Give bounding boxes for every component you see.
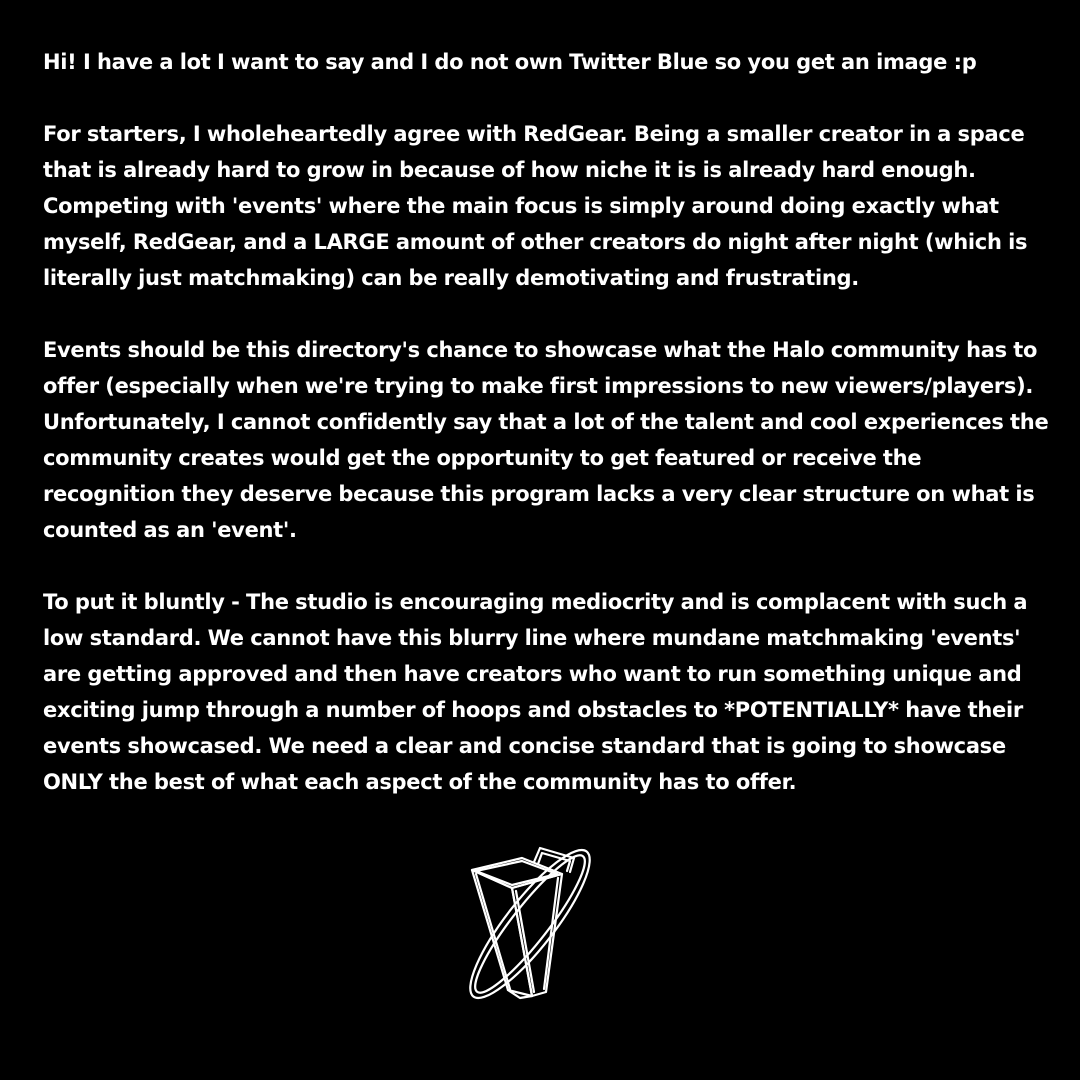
greeting-paragraph: Hi! I have a lot I want to say and I do not own Twitter Blue so you get an image :p bbox=[43, 50, 977, 74]
standard-paragraph: To put it bluntly - The studio is encouraging mediocrity and is complacent with such a low standard. We cannot have this blurry line where mundane matchmaking 'events' are getting approved and then have creators who want to run something unique and exciting jump through a number of hoops and obstacles to *POTENTIALLY* have their events showcased. We need a clear and concise standard that is going to showcase ONLY the best of what each aspect of the community has to offer. bbox=[43, 590, 1028, 794]
agreement-paragraph: For starters, I wholeheartedly agree with RedGear. Being a smaller creator in a space that is already hard to grow in because of how niche it is is already hard enough. Competing with 'events' where the main focus is simply around doing exactly what myself, RedGear, and a LARGE amount of other creators do night after night (which is literally just matchmaking) can be really demotivating and frustrating. bbox=[43, 122, 1028, 290]
takeout-box-logo-icon bbox=[446, 844, 614, 1004]
message-body bbox=[43, 44, 1055, 836]
events-paragraph: Events should be this directory's chance to showcase what the Halo community has to offer (especially when we're trying to make first impressions to new viewers/players). Unfortunately, I cannot confidently say that a lot of the talent and cool experiences the community creates would get the opportunity to get featured or receive the recognition they deserve because this program lacks a very clear structure on what is counted as an 'event'. bbox=[43, 338, 1049, 542]
